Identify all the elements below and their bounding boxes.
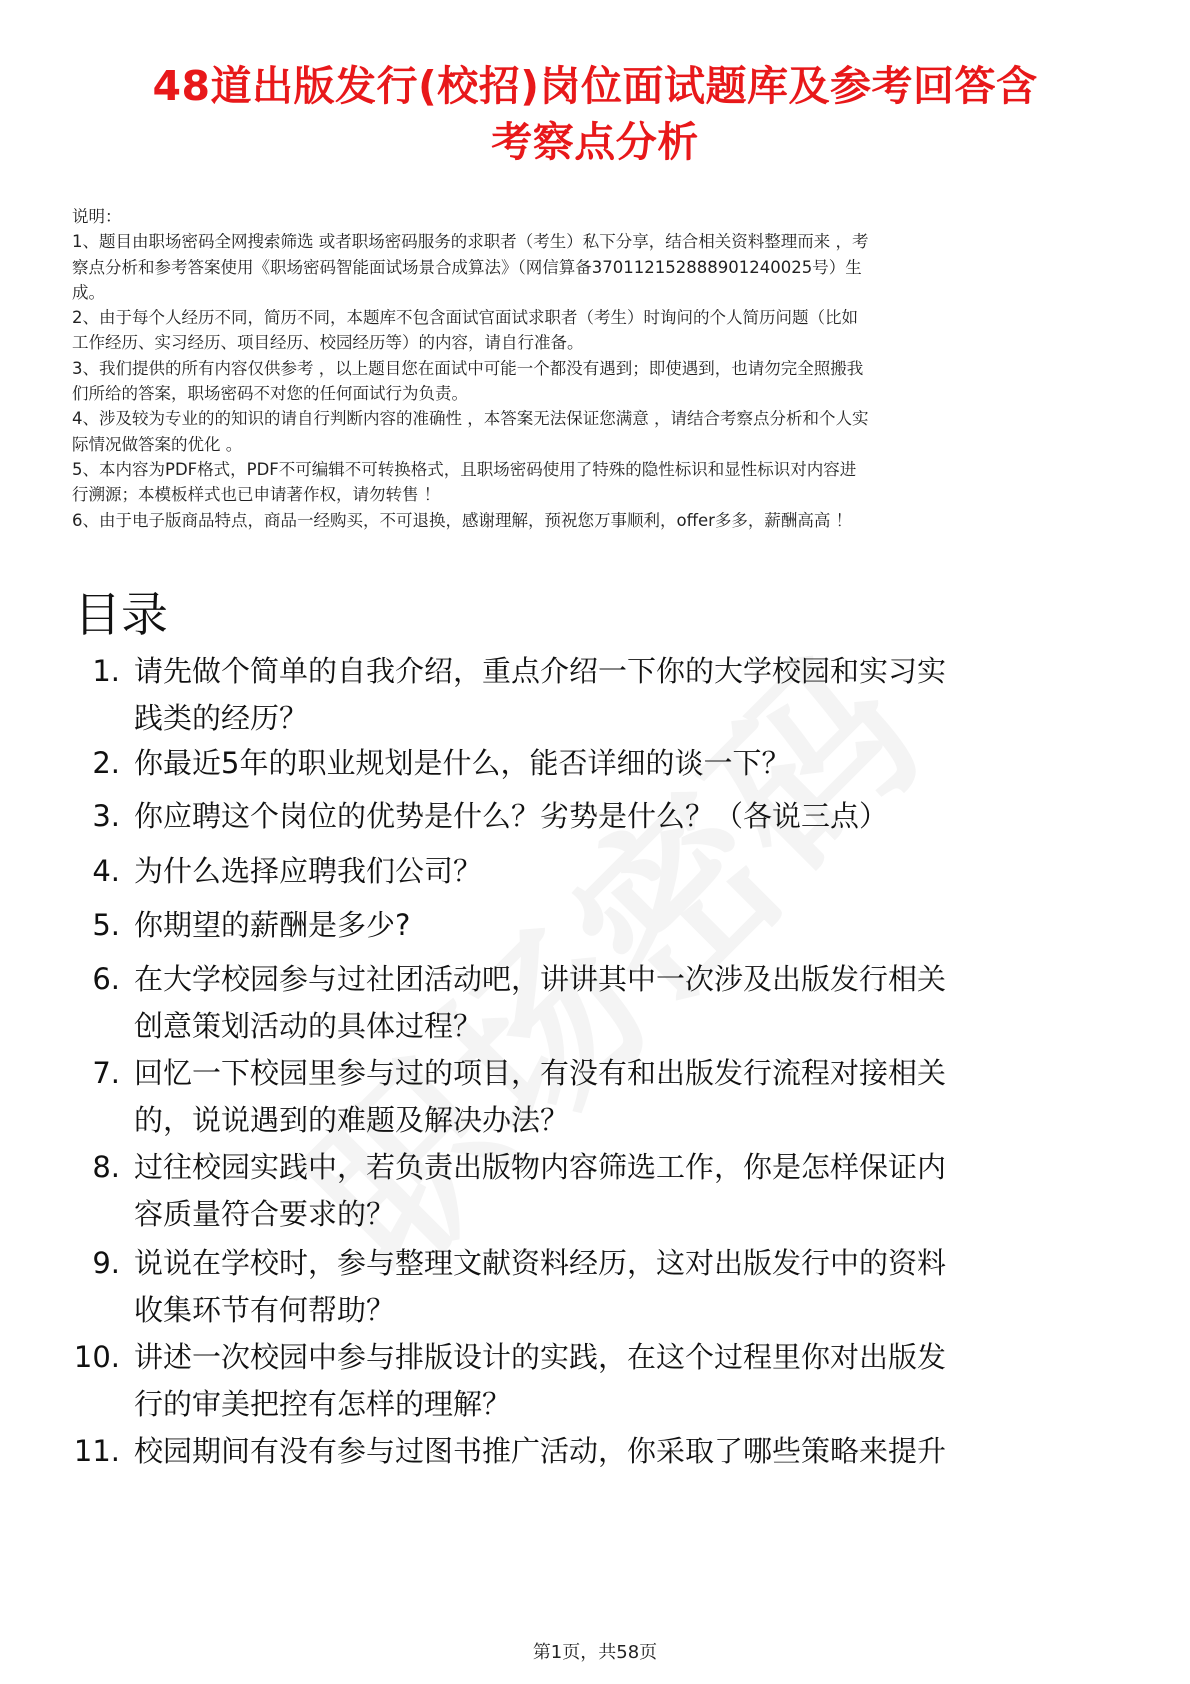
toc-item[interactable] bbox=[40, 1334, 1120, 1428]
toc-item-number: 11. bbox=[73, 1434, 120, 1468]
page-number-footer: 第1页，共58页 bbox=[532, 1642, 658, 1663]
toc-item[interactable] bbox=[40, 793, 1120, 840]
toc-item-number: 7. bbox=[92, 1056, 120, 1090]
toc-item-line: 回忆一下校园里参与过的项目，有没有和出版发行流程对接相关 bbox=[134, 1056, 947, 1090]
toc-item[interactable] bbox=[40, 1240, 1120, 1334]
toc-item[interactable] bbox=[40, 956, 1120, 1050]
notes-line: 际情况做答案的优化 。 bbox=[72, 434, 243, 454]
notes-line: 察点分析和参考答案使用《职场密码智能面试场景合成算法》（网信算备370112152888901240025号）生 bbox=[72, 257, 862, 277]
toc-item-text bbox=[134, 740, 1120, 787]
notes-line: 2、由于每个人经历不同，简历不同，本题库不包含面试官面试求职者（考生）时询问的个人简历问题（比如 bbox=[72, 308, 858, 328]
toc-item-line: 行的审美把控有怎样的理解？ bbox=[134, 1387, 512, 1421]
toc-item[interactable] bbox=[40, 740, 1120, 787]
notes-line: 1、题目由职场密码全网搜索筛选 或者职场密码服务的求职者（考生）私下分享，结合相关资料整理而来 ，考 bbox=[72, 232, 869, 252]
toc-item-number: 6. bbox=[92, 962, 120, 996]
page-title-line-1: 48道出版发行(校招)岗位面试题库及参考回答含 bbox=[152, 62, 1038, 110]
toc-item[interactable] bbox=[40, 848, 1120, 895]
notes-line: 们所给的答案，职场密码不对您的任何面试行为负责。 bbox=[72, 384, 468, 404]
toc-item-text bbox=[134, 956, 1120, 1050]
toc-item-line: 校园期间有没有参与过图书推广活动，你采取了哪些策略来提升 bbox=[134, 1434, 947, 1468]
toc-item-line: 说说在学校时，参与整理文献资料经历，这对出版发行中的资料 bbox=[134, 1246, 947, 1280]
toc-item-line: 你最近5年的职业规划是什么，能否详细的谈一下？ bbox=[134, 746, 791, 780]
toc-item-number: 2. bbox=[92, 746, 120, 780]
toc-item-number: 8. bbox=[92, 1150, 120, 1184]
toc-item-line: 收集环节有何帮助？ bbox=[134, 1293, 396, 1327]
toc-item-text bbox=[134, 793, 1120, 840]
notes-line: 4、涉及较为专业的的知识的请自行判断内容的准确性 ，本答案无法保证您满意 ，请结合考察点分析和个人实 bbox=[72, 409, 869, 429]
toc-item-number: 10. bbox=[73, 1340, 120, 1374]
toc-item-line: 过往校园实践中，若负责出版物内容筛选工作，你是怎样保证内 bbox=[134, 1150, 947, 1184]
notes-line: 6、由于电子版商品特点，商品一经购买，不可退换，感谢理解，预祝您万事顺利，offer多多，薪酬高高 ！ bbox=[72, 510, 853, 530]
toc-item-text bbox=[134, 1240, 1120, 1334]
toc-item-line: 在大学校园参与过社团活动吧，讲讲其中一次涉及出版发行相关 bbox=[134, 962, 947, 996]
toc-item-line: 践类的经历？ bbox=[134, 701, 309, 735]
toc-item-number: 9. bbox=[92, 1246, 120, 1280]
toc-item-line: 的，说说遇到的难题及解决办法？ bbox=[134, 1103, 570, 1137]
notes-line: 行溯源；本模板样式也已申请著作权，请勿转售 ！ bbox=[72, 485, 441, 505]
toc-item-number: 4. bbox=[92, 854, 120, 888]
toc-item-line: 请先做个简单的自我介绍，重点介绍一下你的大学校园和实习实 bbox=[134, 654, 947, 688]
toc-item-number: 3. bbox=[92, 799, 120, 833]
page-title-line-2: 考察点分析 bbox=[491, 118, 699, 166]
toc-item[interactable] bbox=[40, 902, 1120, 949]
toc-item-number: 5. bbox=[92, 908, 120, 942]
toc-item-text bbox=[134, 1144, 1120, 1238]
toc-item-text bbox=[134, 648, 1120, 742]
toc-item-line: 你期望的薪酬是多少? bbox=[134, 908, 411, 942]
toc-item-line: 你应聘这个岗位的优势是什么？劣势是什么？（各说三点） bbox=[134, 799, 889, 833]
toc-item[interactable] bbox=[40, 1428, 1120, 1475]
toc-item[interactable] bbox=[40, 648, 1120, 742]
toc-item-text bbox=[134, 1050, 1120, 1144]
toc-item-line: 为什么选择应聘我们公司？ bbox=[134, 854, 483, 888]
toc-heading: 目录 bbox=[74, 588, 168, 643]
notes-line: 成。 bbox=[72, 282, 105, 302]
toc-item-text bbox=[134, 1428, 1120, 1475]
toc-item[interactable] bbox=[40, 1144, 1120, 1238]
toc-item-number: 1. bbox=[92, 654, 120, 688]
toc-item-text bbox=[134, 902, 1120, 949]
toc-item-line: 容质量符合要求的？ bbox=[134, 1197, 396, 1231]
notes-line: 3、我们提供的所有内容仅供参考 ，以上题目您在面试中可能一个都没有遇到；即使遇到，也请勿完全照搬我 bbox=[72, 358, 864, 378]
notes-line: 工作经历、实习经历、项目经历、校园经历等）的内容，请自行准备。 bbox=[72, 333, 584, 353]
toc-item[interactable] bbox=[40, 1050, 1120, 1144]
toc-item-line: 讲述一次校园中参与排版设计的实践，在这个过程里你对出版发 bbox=[134, 1340, 947, 1374]
notes-line: 说明： bbox=[72, 207, 122, 226]
notes-line: 5、本内容为PDF格式，PDF不可编辑不可转换格式，且职场密码使用了特殊的隐性标识和显性标识对内容进 bbox=[72, 459, 857, 479]
toc-item-text bbox=[134, 848, 1120, 895]
toc-item-line: 创意策划活动的具体过程？ bbox=[134, 1009, 483, 1043]
toc-item-text bbox=[134, 1334, 1120, 1428]
